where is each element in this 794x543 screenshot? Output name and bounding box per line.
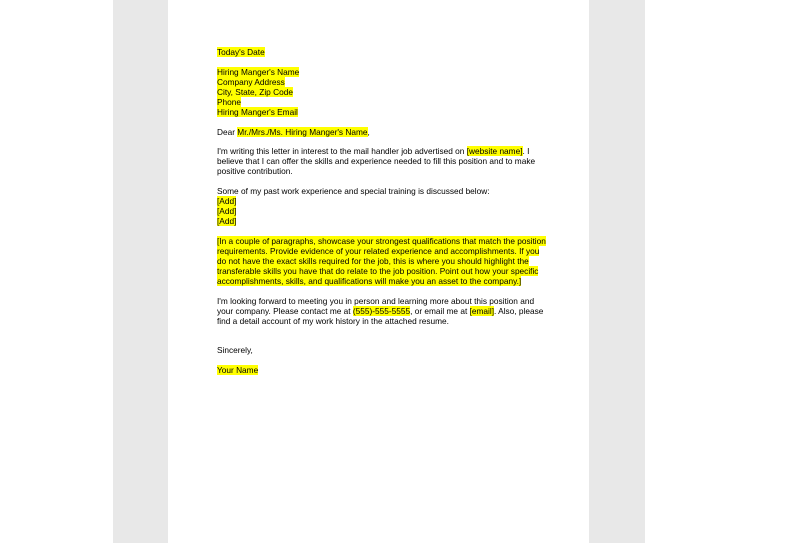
city-state-zip: City, State, Zip Code: [217, 86, 293, 97]
closing-paragraph: [217, 296, 547, 326]
experience-lead: Some of my past work experience and special training is discussed below:: [217, 185, 490, 196]
recipient-block: [217, 67, 547, 117]
signature-placeholder: Your Name: [217, 364, 259, 375]
intro-after: . I believe that I can offer the skills and experience needed to fill this position and to make positive contribution.: [217, 146, 536, 177]
salutation-name: Mr./Mrs./Ms. Hiring Manger's Name: [237, 126, 368, 137]
recipient-name: Hiring Manger's Name: [217, 66, 300, 77]
left-gutter: [113, 0, 168, 543]
sign-off: Sincerely,: [217, 345, 253, 356]
qualifications-paragraph: [217, 236, 547, 286]
document-page: [168, 0, 589, 543]
right-gutter: [589, 0, 645, 543]
company-address: Company Address: [217, 76, 285, 87]
date-line: [217, 47, 547, 57]
intro-before: I'm writing this letter in interest to the mail handler job advertised on: [217, 146, 467, 157]
salutation-prefix: Dear: [217, 126, 238, 137]
salutation: [217, 127, 547, 137]
experience-section: [217, 186, 547, 226]
closing-after: . Also, please find a detail account of my work history in the attached resume.: [217, 305, 544, 326]
signature-line: [217, 365, 547, 375]
closing-middle: , or email me at: [410, 305, 470, 316]
experience-item: [Add]: [217, 216, 237, 227]
experience-item: [Add]: [217, 206, 237, 217]
salutation-suffix: ,: [367, 126, 370, 137]
intro-paragraph: [217, 146, 547, 176]
qualifications-placeholder: [In a couple of paragraphs, showcase your strongest qualifications that match the position requirements. Provide evidence of your related experience and accomplishments. If you do not have the exact skills required for the job, this is where you should highlight the transferable skills you have that do relate to the job position. Point out how your specific accomplishments, skills, and qualifications will make you an asset to the company.]: [217, 235, 546, 287]
phone-placeholder: (555)-555-5555: [352, 305, 411, 316]
experience-item: [Add]: [217, 196, 237, 207]
date-placeholder: Today's Date: [217, 47, 265, 57]
recipient-email: Hiring Manger's Email: [217, 106, 298, 117]
cover-letter-body: [217, 47, 547, 375]
closing-before: I'm looking forward to meeting you in person and learning more about this position and your company. Please contact me at: [217, 295, 535, 316]
email-placeholder: [email]: [469, 305, 495, 316]
website-placeholder: [website name]: [466, 146, 523, 157]
recipient-phone: Phone: [217, 96, 241, 107]
